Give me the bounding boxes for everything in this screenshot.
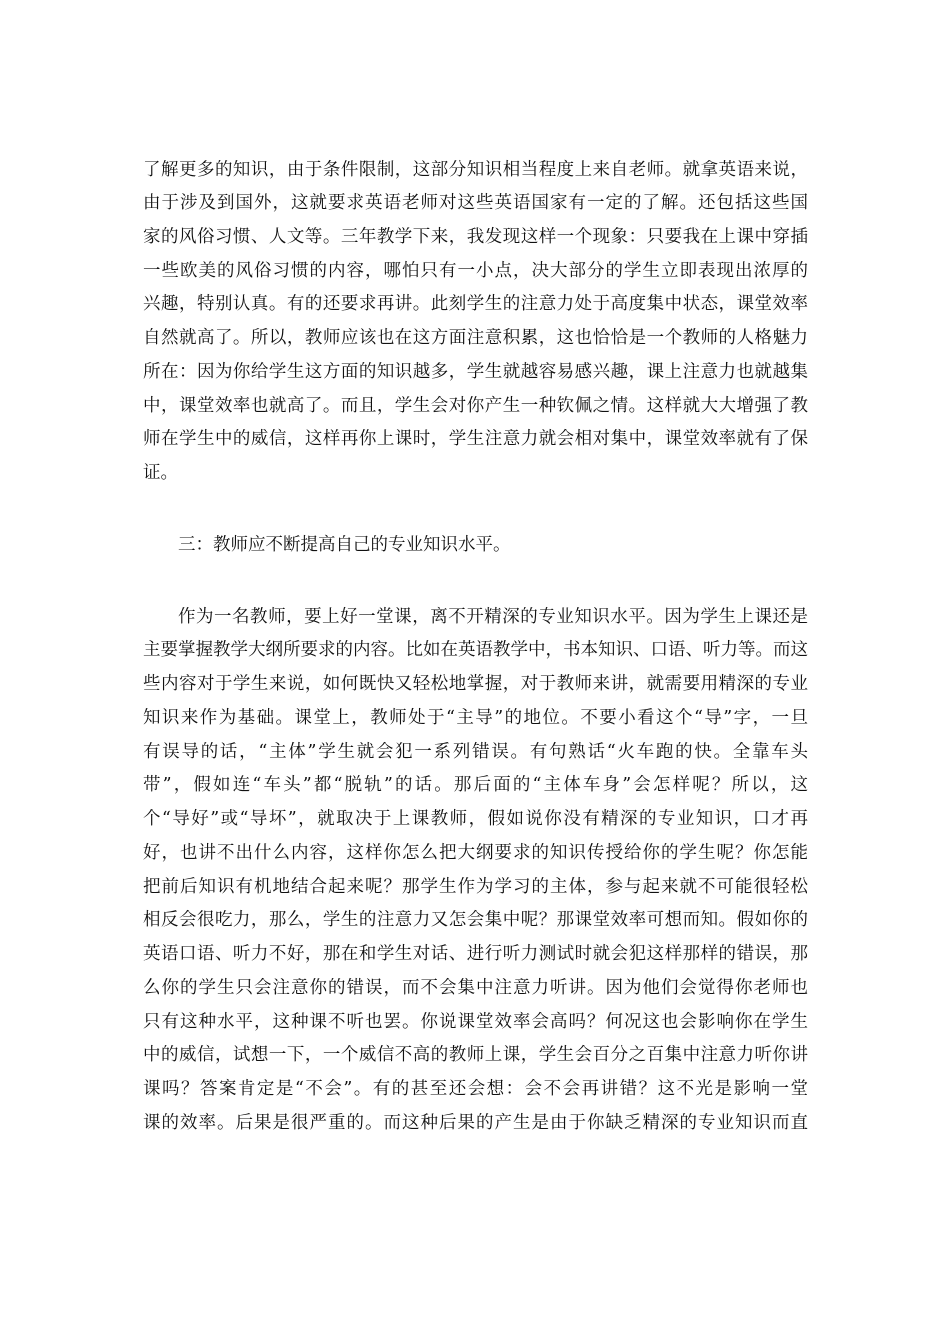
paragraph-line: 由于涉及到国外，这就要求英语老师对这些英语国家有一定的了解。还包括这些国: [143, 193, 808, 213]
paragraph-line: 把前后知识有机地结合起来呢？那学生作为学习的主体，参与起来就不可能很轻松: [143, 877, 808, 897]
paragraph-line: 英语口语、听力不好，那在和学生对话、进行听力测试时就会犯这样那样的错误，那: [143, 944, 808, 964]
paragraph-line: 兴趣，特别认真。有的还要求再讲。此刻学生的注意力处于高度集中状态，课堂效率: [143, 294, 808, 314]
paragraph-line: 了解更多的知识，由于条件限制，这部分知识相当程度上来自老师。就拿英语来说，: [143, 160, 808, 180]
paragraph-line: 相反会很吃力，那么，学生的注意力又怎会集中呢？那课堂效率可想而知。假如你的: [143, 910, 808, 930]
paragraph-line: 自然就高了。所以，教师应该也在这方面注意积累，这也恰恰是一个教师的人格魅力: [143, 328, 808, 348]
paragraph-line: 家的风俗习惯、人文等。三年教学下来，我发现这样一个现象：只要我在上课中穿插: [143, 227, 808, 247]
paragraph-line: 主要掌握教学大纲所要求的内容。比如在英语教学中，书本知识、口语、听力等。而这: [143, 640, 808, 660]
paragraph-line: 有误导的话，“主体”学生就会犯一系列错误。有句熟话“火车跑的快。全靠车头: [143, 742, 808, 762]
section-heading: 三：教师应不断提高自己的专业知识水平。: [178, 535, 511, 555]
paragraph-line: 带”，假如连“车头”都“脱轨”的话。那后面的“主体车身”会怎样呢？所以，这: [143, 775, 808, 795]
paragraph-line: 课吗？答案肯定是“不会”。有的甚至还会想：会不会再讲错？这不光是影响一堂: [143, 1079, 808, 1099]
paragraph-line: 么你的学生只会注意你的错误，而不会集中注意力听讲。因为他们会觉得你老师也: [143, 978, 808, 998]
paragraph-line: 师在学生中的威信，这样再你上课时，学生注意力就会相对集中，课堂效率就有了保: [143, 429, 808, 449]
paragraph-line: 好，也讲不出什么内容，这样你怎么把大纲要求的知识传授给你的学生呢？你怎能: [143, 843, 808, 863]
paragraph-line: 些内容对于学生来说，如何既快又轻松地掌握，对于教师来讲，就需要用精深的专业: [143, 674, 808, 694]
paragraph-line: 知识来作为基础。课堂上，教师处于“主导”的地位。不要小看这个“导”字，一旦: [143, 708, 808, 728]
paragraph-line: 作为一名教师，要上好一堂课，离不开精深的专业知识水平。因为学生上课还是: [178, 607, 808, 627]
paragraph-line: 所在：因为你给学生这方面的知识越多，学生就越容易感兴趣，课上注意力也就越集: [143, 362, 808, 382]
paragraph-line: 课的效率。后果是很严重的。而这种后果的产生是由于你缺乏精深的专业知识而直: [143, 1113, 808, 1133]
paragraph-line: 中，课堂效率也就高了。而且，学生会对你产生一种钦佩之情。这样就大大增强了教: [143, 396, 808, 416]
paragraph-line: 一些欧美的风俗习惯的内容，哪怕只有一小点，决大部分的学生立即表现出浓厚的: [143, 261, 808, 281]
paragraph-line: 个“导好”或“导坏”，就取决于上课教师，假如说你没有精深的专业知识，口才再: [143, 809, 808, 829]
paragraph-line: 中的威信，试想一下，一个威信不高的教师上课，学生会百分之百集中注意力听你讲: [143, 1045, 808, 1065]
paragraph-line: 证。: [143, 463, 178, 483]
paragraph-line: 只有这种水平，这种课不听也罢。你说课堂效率会高吗？何况这也会影响你在学生: [143, 1012, 808, 1032]
